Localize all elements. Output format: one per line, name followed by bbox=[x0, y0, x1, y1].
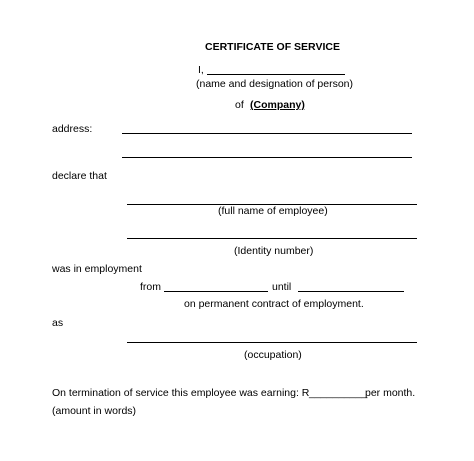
address-label: address: bbox=[52, 123, 93, 135]
occupation-line[interactable] bbox=[127, 342, 417, 343]
of-label: of bbox=[235, 99, 244, 111]
document-title: CERTIFICATE OF SERVICE bbox=[205, 41, 340, 53]
name-designation-line[interactable] bbox=[207, 74, 345, 75]
from-label: from bbox=[140, 281, 161, 293]
earning-label: On termination of service this employee was earning: R bbox=[52, 387, 310, 399]
contract-label: on permanent contract of employment. bbox=[184, 298, 364, 310]
as-label: as bbox=[52, 317, 64, 329]
occupation-caption: (occupation) bbox=[244, 349, 302, 361]
company-label: (Company) bbox=[250, 99, 305, 111]
name-designation-caption: (name and designation of person) bbox=[196, 78, 354, 90]
declare-label: declare that bbox=[52, 170, 107, 182]
full-name-caption: (full name of employee) bbox=[218, 205, 328, 217]
earning-amount-field[interactable]: __________ bbox=[309, 387, 368, 399]
until-date-line[interactable] bbox=[298, 291, 404, 292]
identity-line[interactable] bbox=[127, 238, 417, 239]
from-date-line[interactable] bbox=[164, 291, 268, 292]
identity-caption: (Identity number) bbox=[234, 245, 314, 257]
employment-label: was in employment bbox=[52, 263, 142, 275]
address-line-2[interactable] bbox=[122, 157, 412, 158]
address-line-1[interactable] bbox=[122, 133, 412, 134]
until-label: until bbox=[272, 281, 292, 293]
per-month-label: per month. bbox=[365, 387, 416, 399]
i-label: I, bbox=[198, 64, 204, 76]
amount-words-label: (amount in words) bbox=[52, 405, 137, 417]
